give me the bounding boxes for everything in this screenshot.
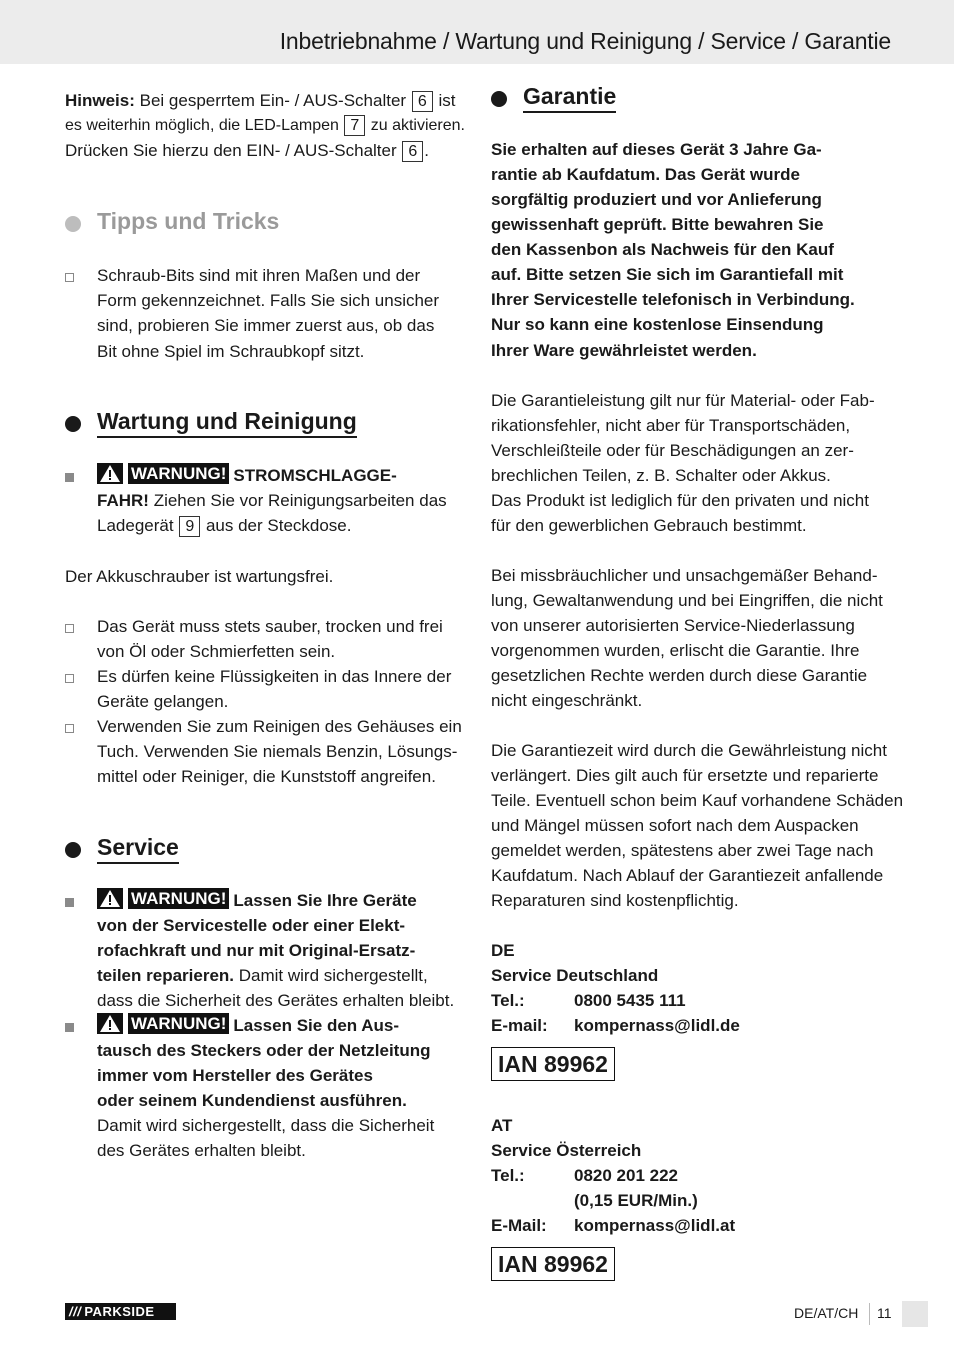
bullet-dot-icon xyxy=(65,416,81,432)
garantie-p1-line: für den gewerblichen Gebrauch bestimmt. xyxy=(491,516,807,535)
service-warning-2-line: Damit wird sichergestellt, dass die Sicherheit xyxy=(97,1116,435,1135)
garantie-p1-line: Die Garantieleistung gilt nur für Material- oder Fab- xyxy=(491,391,875,410)
mail-label-de: E-mail: xyxy=(491,1016,548,1035)
warning-badge: WARNUNG! xyxy=(97,888,229,909)
service-warning-2-line: des Gerätes erhalten bleibt. xyxy=(97,1141,306,1160)
tipps-line: Schraub-Bits sind mit ihren Maßen und der xyxy=(97,266,421,285)
part-number-box: 7 xyxy=(344,115,365,136)
email-at: kompernass@lidl.at xyxy=(574,1216,736,1235)
ian-badge-at: IAN 89962 xyxy=(491,1247,615,1281)
wartung-bullet-line: Geräte gelangen. xyxy=(97,692,229,711)
filled-square-bullet-icon xyxy=(65,1023,74,1032)
service-warning-1-line: rofachkraft und nur mit Original-Ersatz- xyxy=(97,941,416,960)
garantie-p2-line: nicht eingeschränkt. xyxy=(491,691,643,710)
tel-number-de: 0800 5435 111 xyxy=(574,991,686,1010)
service-warning-2-line: tausch des Steckers oder der Netzleitung xyxy=(97,1041,431,1060)
garantie-p1-line: Das Produkt ist lediglich für den privaten und nicht xyxy=(491,491,869,510)
wartung-warning-line-1: WARNUNG! STROMSCHLAGGE- xyxy=(97,463,397,488)
country-code-at: AT xyxy=(491,1116,513,1135)
garantie-p3-line: verlängert. Dies gilt auch für ersetzte und reparierte xyxy=(491,766,879,785)
country-code-de: DE xyxy=(491,941,515,960)
garantie-bold-line: den Kassenbon als Nachweis für den Kauf xyxy=(491,240,834,259)
square-bullet-icon xyxy=(65,674,74,683)
garantie-bold-line: rantie ab Kaufdatum. Das Gerät wurde xyxy=(491,165,800,184)
garantie-bold-line: auf. Bitte setzen Sie sich im Garantiefall mit xyxy=(491,265,844,284)
footer-language: DE/AT/CH xyxy=(794,1305,859,1321)
garantie-bold-line: Ihrer Ware gewährleistet werden. xyxy=(491,341,757,360)
mail-label-at: E-Mail: xyxy=(491,1216,547,1235)
garantie-bold-line: Ihrer Servicestelle telefonisch in Verbindung. xyxy=(491,290,855,309)
wartung-bullet-line: Verwenden Sie zum Reinigen des Gehäuses ein xyxy=(97,717,462,736)
hinweis-line-3: Drücken Sie hierzu den EIN- / AUS-Schalter 6 . xyxy=(65,141,430,160)
tipps-line: Form gekennzeichnet. Falls Sie sich unsicher xyxy=(97,291,440,310)
wartung-bullet-line: mittel oder Reiniger, die Kunststoff angreifen. xyxy=(97,767,436,786)
part-number-box: 9 xyxy=(179,516,200,537)
garantie-bold-line: Nur so kann eine kostenlose Einsendung xyxy=(491,315,824,334)
wartung-free-text: Der Akkuschrauber ist wartungsfrei. xyxy=(65,567,334,586)
tipps-line: Bit ohne Spiel im Schraubkopf sitzt. xyxy=(97,342,365,361)
email-de: kompernass@lidl.de xyxy=(574,1016,740,1035)
page-header xyxy=(0,0,954,64)
bullet-dot-icon xyxy=(491,91,507,107)
garantie-p3-line: Reparaturen sind kostenpflichtig. xyxy=(491,891,739,910)
garantie-p2-line: vorgenommen wurden, erlischt die Garantie. Ihre xyxy=(491,641,860,660)
page-number: 11 xyxy=(877,1305,892,1321)
wartung-bullet-line: von Öl oder Schmierfetten sein. xyxy=(97,642,336,661)
square-bullet-icon xyxy=(65,273,74,282)
service-warning-2-line: oder seinem Kundendienst ausführen. xyxy=(97,1091,407,1110)
warning-badge: WARNUNG! xyxy=(97,463,229,484)
tel-number-at: 0820 201 222 xyxy=(574,1166,678,1185)
square-bullet-icon xyxy=(65,724,74,733)
square-bullet-icon xyxy=(65,624,74,633)
ian-badge-de: IAN 89962 xyxy=(491,1047,615,1081)
garantie-p3-line: und Mängel müssen sofort nach dem Auspacken xyxy=(491,816,859,835)
garantie-p2-line: gesetzlichen Rechte werden durch diese Garantie xyxy=(491,666,868,685)
garantie-p1-line: Verschleißteile oder für Beschädigungen an zer- xyxy=(491,441,854,460)
bullet-dot-icon xyxy=(65,842,81,858)
garantie-bold-line: gewissenhaft geprüft. Bitte bewahren Sie xyxy=(491,215,824,234)
garantie-p2-line: von unserer autorisierten Service-Niederlassung xyxy=(491,616,855,635)
garantie-p1-line: rikationsfehler, nicht aber für Transportschäden, xyxy=(491,416,851,435)
tel-rate-at: (0,15 EUR/Min.) xyxy=(574,1191,698,1210)
service-warning-1-line: teilen reparieren. Damit wird sichergestellt, xyxy=(97,966,428,985)
filled-square-bullet-icon xyxy=(65,473,74,482)
wartung-warning-line-2: FAHR! Ziehen Sie vor Reinigungsarbeiten das xyxy=(97,491,447,510)
filled-square-bullet-icon xyxy=(65,898,74,907)
wartung-bullet-line: Tuch. Verwenden Sie niemals Benzin, Lösungs- xyxy=(97,742,458,761)
service-warning-2-line: WARNUNG! Lassen Sie den Aus- xyxy=(97,1013,399,1038)
hinweis-line-2: es weiterhin möglich, die LED-Lampen 7 zu aktivieren. xyxy=(65,117,465,134)
service-warning-1-line: von der Servicestelle oder einer Elekt- xyxy=(97,916,406,935)
service-warning-1-line: WARNUNG! Lassen Sie Ihre Geräte xyxy=(97,888,417,913)
wartung-bullet-line: Es dürfen keine Flüssigkeiten in das Innere der xyxy=(97,667,452,686)
garantie-p3-line: gemeldet werden, spätestens aber zwei Tage nach xyxy=(491,841,874,860)
warning-badge: WARNUNG! xyxy=(97,1013,229,1034)
footer-divider xyxy=(869,1303,870,1325)
service-warning-2-line: immer vom Hersteller des Gerätes xyxy=(97,1066,373,1085)
garantie-p2-line: lung, Gewaltanwendung und bei Eingriffen, die nicht xyxy=(491,591,883,610)
page-title: Inbetriebnahme / Wartung und Reinigung / Service / Garantie xyxy=(279,28,891,54)
part-number-box: 6 xyxy=(412,91,433,112)
tel-label-at: Tel.: xyxy=(491,1166,525,1185)
garantie-p1-line: brechlichen Teilen, z. B. Schalter oder Akkus. xyxy=(491,466,831,485)
hinweis-line-1: Hinweis: Bei gesperrtem Ein- / AUS-Schalter 6 ist xyxy=(65,91,456,110)
warning-triangle-icon xyxy=(97,463,123,484)
footer-tab-marker xyxy=(902,1301,928,1327)
service-name-at: Service Österreich xyxy=(491,1141,642,1160)
wartung-warning-line-3: Ladegerät 9 aus der Steckdose. xyxy=(97,516,352,535)
wartung-bullet-line: Das Gerät muss stets sauber, trocken und frei xyxy=(97,617,443,636)
service-name-de: Service Deutschland xyxy=(491,966,659,985)
garantie-bold-line: Sie erhalten auf dieses Gerät 3 Jahre Ga- xyxy=(491,140,822,159)
service-warning-1-line: dass die Sicherheit des Gerätes erhalten bleibt. xyxy=(97,991,455,1010)
garantie-p3-line: Kaufdatum. Nach Ablauf der Garantiezeit anfallende xyxy=(491,866,884,885)
tel-label-de: Tel.: xyxy=(491,991,525,1010)
garantie-p3-line: Die Garantiezeit wird durch die Gewährleistung nicht xyxy=(491,741,887,760)
warning-triangle-icon xyxy=(97,1013,123,1034)
tipps-line: sind, probieren Sie immer zuerst aus, ob das xyxy=(97,316,435,335)
garantie-bold-line: sorgfältig produziert und vor Anlieferung xyxy=(491,190,822,209)
part-number-box: 6 xyxy=(402,141,423,162)
garantie-p2-line: Bei missbräuchlicher und unsachgemäßer Behand- xyxy=(491,566,878,585)
garantie-p3-line: Teile. Eventuell schon beim Kauf vorhandene Schäden xyxy=(491,791,904,810)
parkside-logo: /// PARKSIDE xyxy=(65,1303,176,1320)
bullet-dot-icon xyxy=(65,216,81,232)
warning-triangle-icon xyxy=(97,888,123,909)
